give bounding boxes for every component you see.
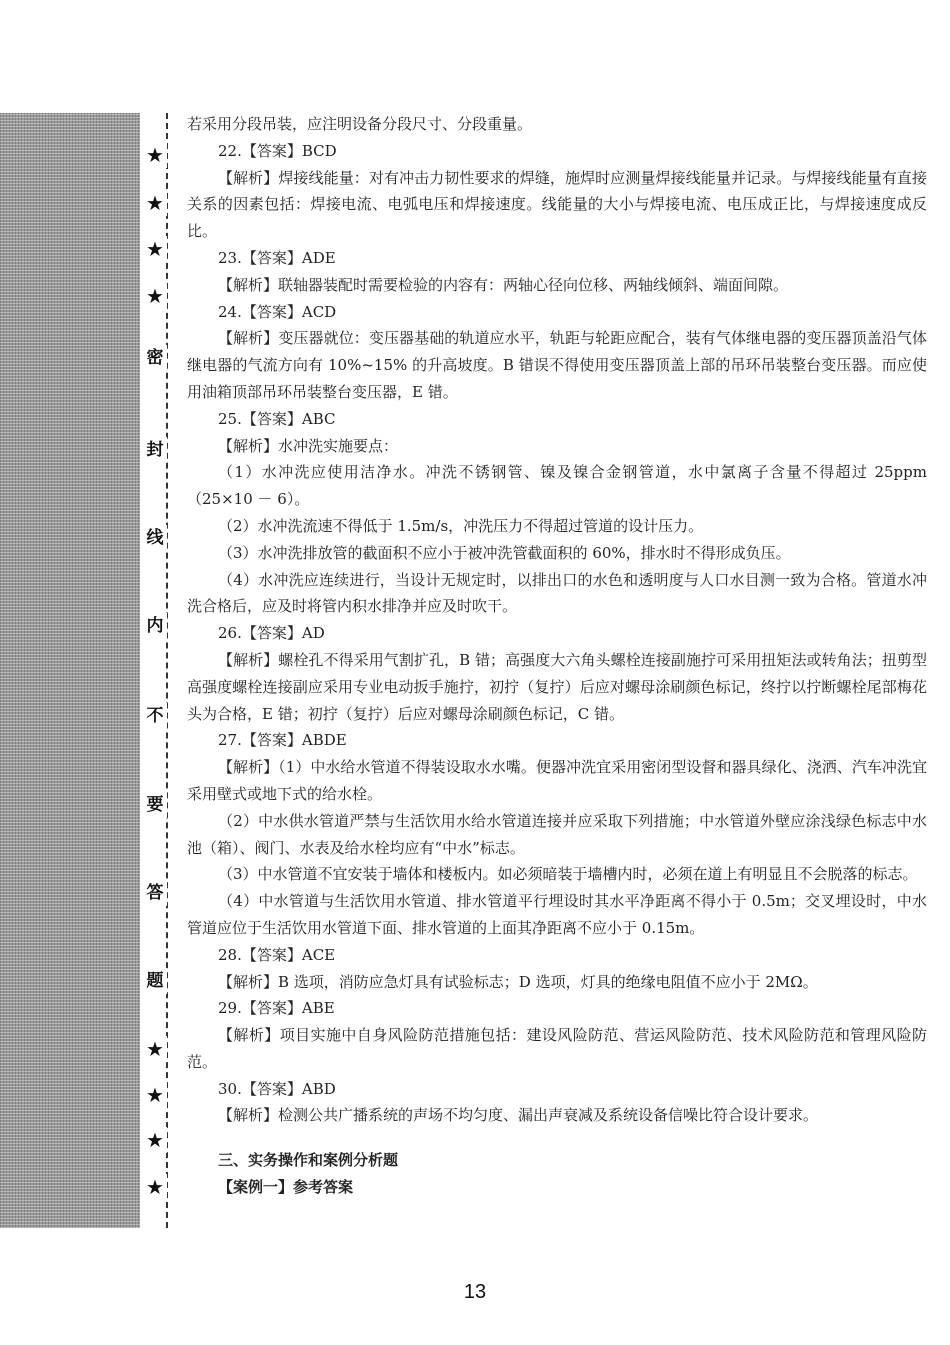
seal-star-icon: ★ xyxy=(143,1127,167,1153)
explanation-paragraph: 【解析】水冲洗实施要点： xyxy=(218,436,399,455)
seal-star-icon: ★ xyxy=(143,283,167,309)
seal-char: 答 xyxy=(143,880,167,906)
answer-line: 27.【答案】ABDE xyxy=(218,731,347,750)
seal-char: 要 xyxy=(143,792,167,818)
answer-line: 30.【答案】ABD xyxy=(218,1079,336,1098)
explanation-paragraph: 【解析】焊接线能量：对有冲击力韧性要求的焊缝，施焊时应测量焊接线能量并记录。与焊接线能量有直接关系的因素包括：焊接电流、电弧电压和焊接速度。线能量的大小与焊接电流、电压成正比，与焊接速度成反比。 xyxy=(187,168,927,241)
seal-char: 密 xyxy=(143,345,167,371)
paragraph: 若采用分段吊装，应注明设备分段尺寸、分段重量。 xyxy=(187,115,533,133)
seal-char: 线 xyxy=(143,525,167,551)
explanation-paragraph: 【解析】联轴器装配时需要检验的内容有：两轴心径向位移、两轴线倾斜、端面间隙。 xyxy=(218,275,789,294)
explanation-paragraph: （2）水冲洗流速不得低于 1.5m/s，冲洗压力不得超过管道的设计压力。 xyxy=(218,516,704,535)
explanation-paragraph: （3）水冲洗排放管的截面积不应小于被冲洗管截面积的 60%，排水时不得形成负压。 xyxy=(218,543,791,562)
explanation-paragraph: 【解析】B 选项，消防应急灯具有试验标志；D 选项，灯具的绝缘电阻值不应小于 2MΩ。 xyxy=(218,972,818,991)
explanation-paragraph: （4）水冲洗应连续进行，当设计无规定时，以排出口的水色和透明度与人口水目测一致为合格。管道水冲洗合格后，应及时将管内积水排净并应及时吹干。 xyxy=(187,570,927,616)
seal-char: 题 xyxy=(143,968,167,994)
seal-char: 封 xyxy=(143,437,167,463)
explanation-paragraph: 【解析】（1）中水给水管道不得装设取水水嘴。便器冲洗宜采用密闭型设督和器具绿化、浇洒、汽车冲洗宜采用壁式或地下式的给水栓。 xyxy=(187,758,927,803)
explanation-paragraph: 【解析】螺栓孔不得采用气割扩孔，B 错；高强度大六角头螺栓连接副施拧可采用扭矩法或转角法；扭剪型高强度螺栓连接副应采用专业电动扳手施拧，初拧（复拧）后应对螺母涂刷颜色标记，终拧以拧断螺栓尾部梅花头为合格，E 错；初拧（复拧）后应对螺母涂刷颜色标记，C 错。 xyxy=(187,650,927,723)
seal-star-icon: ★ xyxy=(143,1036,167,1062)
seal-char: 不 xyxy=(143,703,167,729)
answer-line: 25.【答案】ABC xyxy=(218,409,336,428)
seal-star-icon: ★ xyxy=(143,1174,167,1200)
seal-star-icon: ★ xyxy=(143,1082,167,1108)
seal-star-icon: ★ xyxy=(143,190,167,216)
answer-line: 24.【答案】ACD xyxy=(218,302,337,321)
answer-line: 29.【答案】ABE xyxy=(218,999,335,1018)
answer-line: 23.【答案】ADE xyxy=(218,248,336,267)
binding-margin-band xyxy=(0,113,140,1228)
answer-line: 26.【答案】AD xyxy=(218,624,325,643)
section-heading: 三、实务操作和案例分析题 xyxy=(218,1151,399,1170)
explanation-paragraph: （1）水冲洗应使用洁净水。冲洗不锈钢管、镍及镍合金钢管道，水中氯离子含量不得超过 25ppm（25×10 － 6）。 xyxy=(187,463,927,509)
explanation-paragraph: 【解析】项目实施中自身风险防范措施包括：建设风险防范、营运风险防范、技术风险防范和管理风险防范。 xyxy=(187,1026,927,1071)
explanation-paragraph: （3）中水管道不宜安装于墙体和楼板内。如必须暗装于墙槽内时，必须在道上有明显且不会脱落的标志。 xyxy=(218,865,918,884)
seal-star-icon: ★ xyxy=(143,142,167,168)
answer-line: 28.【答案】ACE xyxy=(218,945,336,964)
explanation-paragraph: （2）中水供水管道严禁与生活饮用水给水管道连接并应采取下列措施；中水管道外壁应涂浅绿色标志中水池（箱）、阀门、水表及给水栓均应有“中水”标志。 xyxy=(187,811,927,857)
explanation-paragraph: 【解析】检测公共广播系统的声场不均匀度、漏出声衰减及系统设备信噪比符合设计要求。 xyxy=(218,1106,819,1125)
page-number: 13 xyxy=(463,1281,487,1303)
answer-content xyxy=(187,111,927,1201)
answer-line: 22.【答案】BCD xyxy=(218,141,337,160)
explanation-paragraph: （4）中水管道与生活饮用水管道、排水管道平行埋设时其水平净距离不得小于 0.5m；交叉埋设时，中水管道应位于生活饮用水管道下面、排水管道的上面其净距离不应小于 0.15m。 xyxy=(187,892,927,937)
seal-char: 内 xyxy=(143,613,167,639)
seal-star-icon: ★ xyxy=(143,236,167,262)
explanation-paragraph: 【解析】变压器就位：变压器基础的轨道应水平，轨距与轮距应配合，装有气体继电器的变压器顶盖沿气体继电器的气流方向有 10%~15% 的升高坡度。B 错误不得使用变压器顶盖上部的吊环吊装整台变压器。而应使用油箱顶部吊环吊装整台变压器，E 错。 xyxy=(187,329,927,401)
case-heading: 【案例一】参考答案 xyxy=(218,1178,354,1197)
